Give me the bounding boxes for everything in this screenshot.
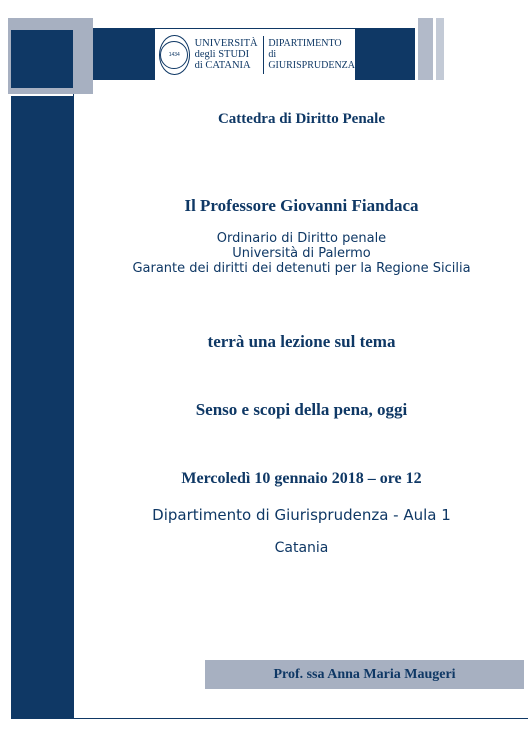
role-line: Università di Palermo: [232, 246, 371, 261]
department-line-2: di GIURISPRUDENZA: [268, 49, 355, 71]
organizer-name: Prof. ssa Anna Maria Maugeri: [273, 666, 456, 682]
header-stripe-thin: [436, 18, 444, 80]
logo-divider: [263, 36, 264, 74]
seal-year: 1434: [168, 51, 180, 58]
event-city: Catania: [274, 540, 329, 556]
university-name: [195, 38, 258, 71]
university-logo: [155, 29, 355, 80]
speaker-name: Il Professore Giovanni Fiandaca: [184, 196, 419, 215]
role-line: Ordinario di Diritto penale: [216, 231, 387, 246]
speaker-roles: [74, 231, 529, 276]
university-seal-icon: [159, 35, 190, 75]
role-line: Garante dei diritti dei detenuti per la Regione Sicilia: [132, 261, 471, 276]
chair-title: Cattedra di Diritto Penale: [217, 111, 386, 127]
university-line-3: di CATANIA: [194, 60, 251, 71]
department-line-1: DIPARTIMENTO: [268, 38, 342, 49]
event-venue: Dipartimento di Giurisprudenza - Aula 1: [152, 506, 451, 524]
side-navy-column: [11, 96, 73, 719]
lecture-intro: terrà una lezione sul tema: [207, 332, 396, 351]
event-date-time: Mercoledì 10 gennaio 2018 – ore 12: [181, 470, 422, 487]
header-stripe: [418, 18, 433, 80]
seal-center: [160, 41, 188, 69]
university-line-2: degli STUDI: [194, 49, 250, 60]
frame-bottom-line: [73, 718, 528, 719]
lecture-topic: Senso e scopi della pena, oggi: [195, 400, 408, 419]
header-navy-square: [11, 30, 73, 88]
department-name: [268, 38, 355, 71]
university-line-1: UNIVERSITÀ: [194, 38, 258, 49]
organizer-banner: [205, 660, 524, 689]
